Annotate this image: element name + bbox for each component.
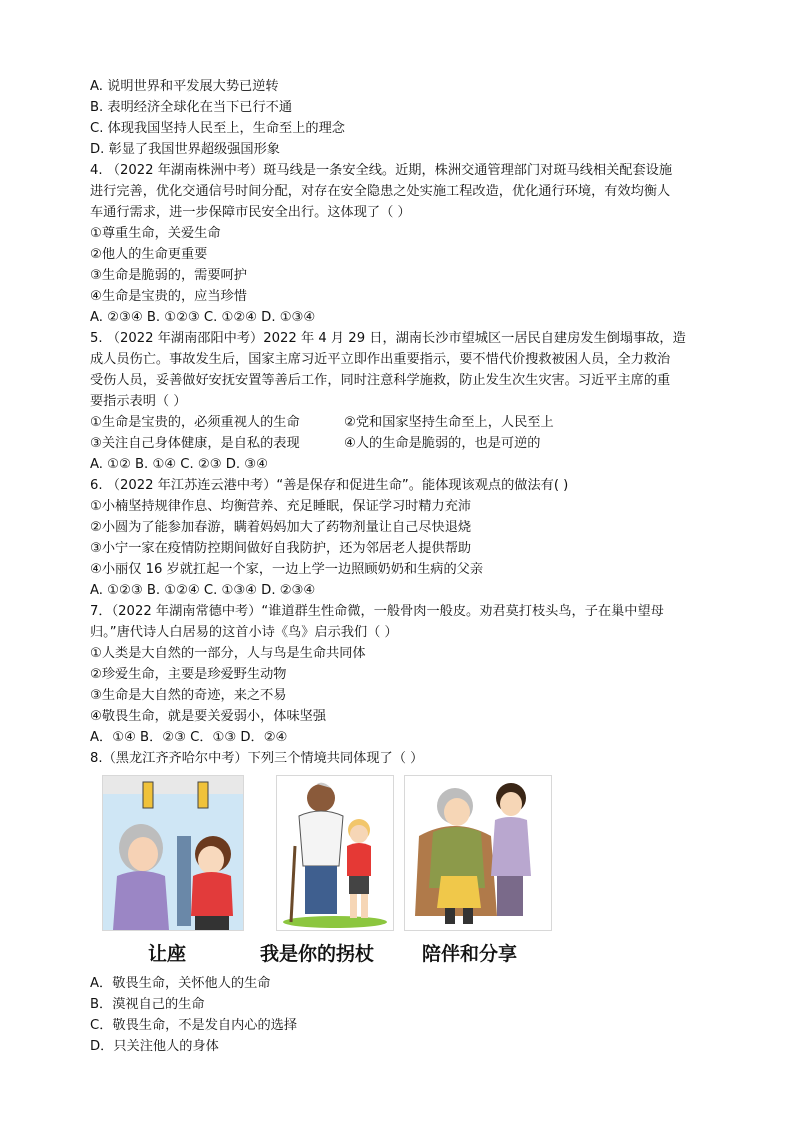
q7-item: ④敬畏生命，就是要关爱弱小，体味坚强 — [90, 709, 327, 724]
q7-stem-line: 7．（2022 年湖南常德中考）“谁道群生性命微，一般骨肉一般皮。劝君莫打枝头鸟，子在巢中望母 — [90, 604, 664, 619]
q5-item: ②党和国家坚持生命至上，人民至上 — [344, 415, 554, 430]
illustration-companionship — [404, 775, 552, 931]
q4-item: ③生命是脆弱的，需要呵护 — [90, 268, 247, 283]
q5-item: ④人的生命是脆弱的，也是可逆的 — [344, 436, 541, 451]
illustration-giving-seat — [102, 775, 244, 931]
q4-item: ①尊重生命，关爱生命 — [90, 226, 221, 241]
document-page — [90, 76, 710, 1057]
q4-stem-line: 进行完善，优化交通信号时间分配，对存在安全隐患之处实施工程改造，优化通行环境，有效均衡人 — [90, 184, 671, 199]
q4-item: ②他人的生命更重要 — [90, 247, 208, 262]
q5-stem-line: 成人员伤亡。事故发生后，国家主席习近平立即作出重要指示，要不惜代价搜救被困人员，全力救治 — [90, 352, 671, 367]
q8-option-d: D．只关注他人的身体 — [90, 1039, 219, 1054]
q8-stem: 8.（黑龙江齐齐哈尔中考）下列三个情境共同体现了（ ） — [90, 751, 424, 766]
q5-items-row — [90, 433, 710, 454]
q5-stem-line: 5. （2022 年湖南邵阳中考）2022 年 4 月 29 日，湖南长沙市望城区一居民自建房发生倒塌事故，造 — [90, 331, 686, 346]
q3-option-a: A. 说明世界和平发展大势已逆转 — [90, 79, 279, 94]
q8-option-b: B．漠视自己的生命 — [90, 997, 205, 1012]
q6-options: A. ①②③ B. ①②④ C. ①③④ D. ②③④ — [90, 583, 316, 598]
q3-option-c: C. 体现我国坚持人民至上，生命至上的理念 — [90, 121, 345, 136]
q4-stem-line: 4. （2022 年湖南株洲中考）斑马线是一条安全线。近期，株洲交通管理部门对斑马线相关配套设施 — [90, 163, 673, 178]
caption-companionship: 陪伴和分享 — [422, 943, 518, 965]
q5-items-row — [90, 412, 710, 433]
q7-stem-line: 归。”唐代诗人白居易的这首小诗《鸟》启示我们（ ） — [90, 625, 398, 640]
q6-item: ②小圆为了能参加春游，瞒着妈妈加大了药物剂量让自己尽快退烧 — [90, 520, 472, 535]
q6-item: ④小丽仅 16 岁就扛起一个家，一边上学一边照顾奶奶和生病的父亲 — [90, 562, 484, 577]
q6-item: ①小楠坚持规律作息、均衡营养、充足睡眠，保证学习时精力充沛 — [90, 499, 472, 514]
q5-item: ③关注自己身体健康，是自私的表现 — [90, 436, 300, 451]
q7-item: ②珍爱生命，主要是珍爱野生动物 — [90, 667, 287, 682]
caption-walking-stick: 我是你的拐杖 — [260, 943, 375, 965]
q8-option-c: C．敬畏生命，不是发自内心的选择 — [90, 1018, 298, 1033]
q4-stem-line: 车通行需求，进一步保障市民安全出行。这体现了（ ） — [90, 205, 411, 220]
q7-item: ③生命是大自然的奇迹，来之不易 — [90, 688, 287, 703]
caption-giving-seat: 让座 — [148, 943, 187, 965]
q8-illustrations — [90, 773, 710, 973]
q5-options: A. ①② B. ①④ C. ②③ D. ③④ — [90, 457, 268, 472]
q3-option-d: D. 彰显了我国世界超级强国形象 — [90, 142, 280, 157]
q7-options: A．①④ B．②③ C．①③ D．②④ — [90, 730, 288, 745]
q8-option-a: A．敬畏生命，关怀他人的生命 — [90, 976, 271, 991]
q7-item: ①人类是大自然的一部分，人与鸟是生命共同体 — [90, 646, 366, 661]
q4-item: ④生命是宝贵的，应当珍惜 — [90, 289, 247, 304]
illustration-walking-stick — [276, 775, 394, 931]
q3-option-b: B. 表明经济全球化在当下已行不通 — [90, 100, 293, 115]
q5-stem-line: 要指示表明（ ） — [90, 394, 187, 409]
q4-options: A. ②③④ B. ①②③ C. ①②④ D. ①③④ — [90, 310, 316, 325]
q5-stem-line: 受伤人员，妥善做好安抚安置等善后工作，同时注意科学施救，防止发生次生灾害。习近平主席的重 — [90, 373, 671, 388]
q5-item: ①生命是宝贵的，必须重视人的生命 — [90, 415, 300, 430]
q6-item: ③小宁一家在疫情防控期间做好自我防护，还为邻居老人提供帮助 — [90, 541, 472, 556]
q6-stem: 6. （2022 年江苏连云港中考）“善是保存和促进生命”。能体现该观点的做法有( ) — [90, 478, 569, 493]
